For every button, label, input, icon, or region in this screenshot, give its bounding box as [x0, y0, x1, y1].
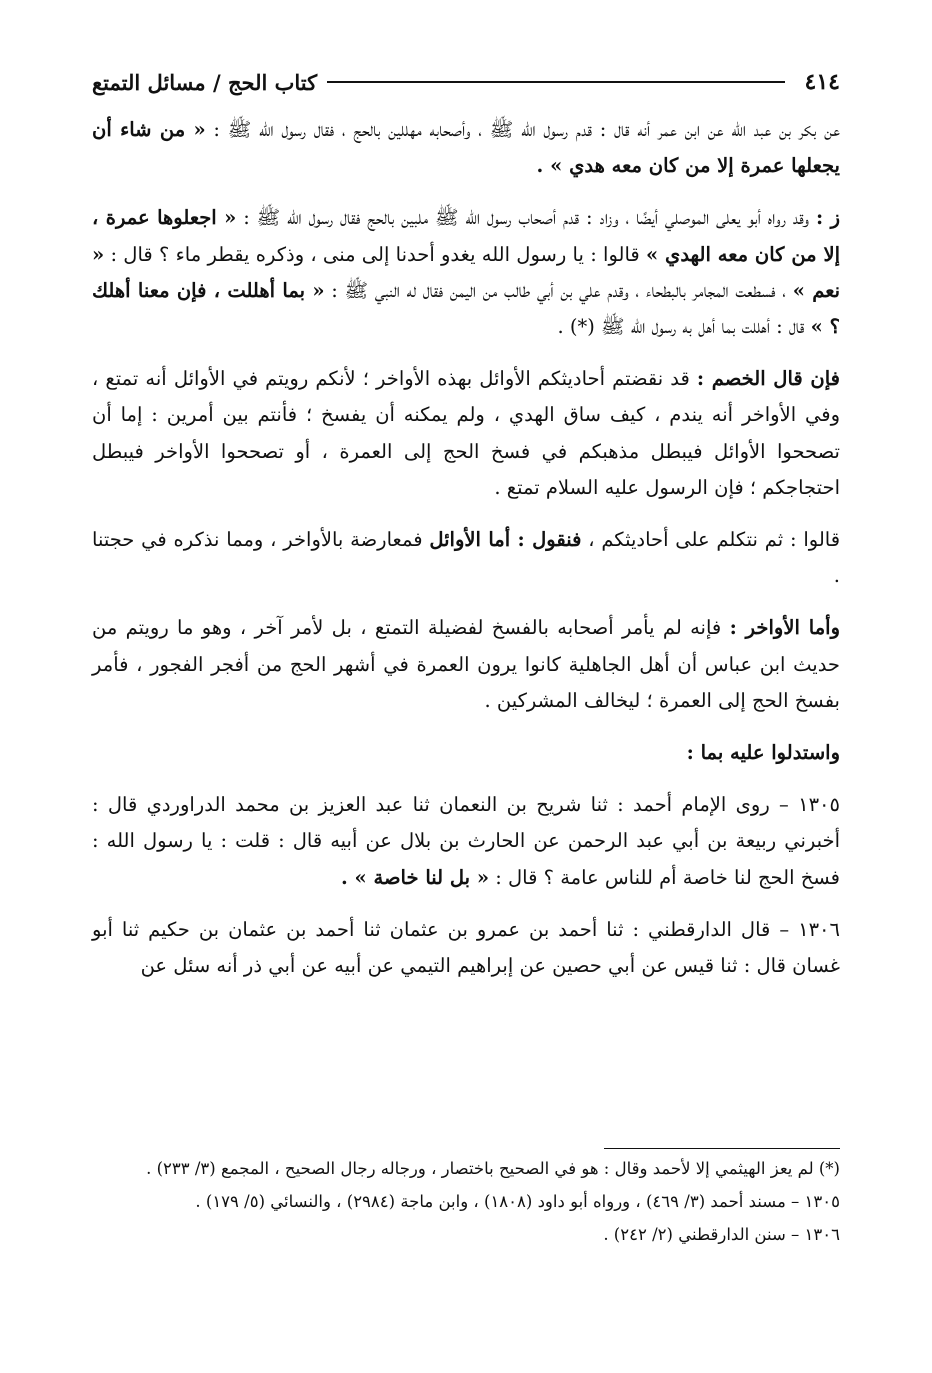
hadith-1306: ١٣٠٦ – قال الدارقطني : ثنا أحمد بن عمرو بن عثمان ثنا أحمد بن عثمان بن حكيم ثنا أبو غسان قال : ثنا قيس عن أبي حصين عن إبراهيم التيمي عن أبيه عن أبي ذر أنه سئل عن — [92, 917, 840, 978]
hadith-quote: « بما أهللت ، فإن معنا أهلك ؟ » — [92, 278, 840, 339]
running-header — [92, 62, 840, 102]
hadith-1305: ١٣٠٥ – روى الإمام أحمد : ثنا شريح بن النعمان ثنا عبد العزيز بن محمد الدراوردي قال : أخبرني ربيعة بن أبي عبد الرحمن عن الحارث بن بلال عن أبيه قال : قلت : يا رسول الله : فسخ الحج لنا خاصة أم للناس عامة ؟ قال : « بل لنا خاصة » . — [92, 793, 840, 889]
paragraph-ibn-umar: عن بكر بن عبد الله عن ابن عمر أنه قال : قدم رسول الله ﷺ ، وأصحابه مهللين بالحج ، فقال رسول الله ﷺ : « من شاء أن يجعلها عمرة إلا من كان معه هدي » . — [92, 118, 841, 178]
hadith-quote: « من شاء أن يجعلها عمرة إلا من كان معه هدي » . — [92, 118, 840, 178]
paragraph-objection: فإن قال الخصم : قد نقضتم أحاديثكم الأوائل بهذه الأواخر ؛ لأنكم رويتم في الأوائل أنه تمتع ، وفي الأواخر أنه يندم ، كيف ساق الهدي ، ولم يمكنه أن يفسخ ؛ فأنتم بين أمرين : إما أن تصححوا الأوائل فيبطل مذهبكم في فسخ الحج إلى العمرة ، أو تصححوا الأواخر فيبطل احتجاجكم ؛ فإن الرسول عليه السلام تمتع . — [92, 367, 840, 499]
hadith-quote: « اجعلوها عمرة ، إلا من كان معه الهدي » — [92, 206, 841, 266]
paragraph-abu-yala: ز : وقد رواه أبو يعلى الموصلي أيضًا ، وزاد : قدم أصحاب رسول الله ﷺ ملبين بالحج فقال رسول الله ﷺ : « اجعلوها عمرة ، إلا من كان معه الهدي » قالوا : يا رسول الله يغدو أحدنا إلى منى ، وذكره يقطر ماء ؟ قال : « نعم » ، فسطعت المجامر بالبطحاء ، وقدم علي بن أبي طالب من اليمن فقال له النبي ﷺ : « بما أهللت ، فإن معنا أهلك ؟ » قال : أهللت بما أهل به رسول الله ﷺ (*) . — [92, 206, 841, 339]
paragraph-reply: قالوا : ثم نتكلم على أحاديثكم ، فنقول : أما الأوائل فمعارضة بالأواخر ، ومما نذكره في حجتنا . — [92, 528, 841, 588]
section-heading: واستدلوا عليه بما : — [686, 741, 840, 765]
footnotes — [92, 1155, 840, 1248]
footnote-1305: ١٣٠٥ – مسند أحمد (٣/ ٤٦٩) ، ورواه أبو داود (١٨٠٨) ، وابن ماجة (٢٩٨٤) ، والنسائي (٥/ ١٧٩) . — [195, 1192, 840, 1211]
hadith-quote: « بل لنا خاصة » . — [340, 865, 490, 889]
page-number: ٤١٤ — [804, 69, 840, 95]
footnote-rule — [604, 1148, 840, 1149]
footnote-star: (*) لم يعز الهيثمي إلا لأحمد وقال : هو في الصحيح باختصار ، ورجاله رجال الصحيح ، المجمع (٣/ ٢٣٣) . — [146, 1159, 840, 1178]
chapter-title: كتاب الحج / مسائل التمتع — [92, 69, 318, 95]
addition-mark: ز : — [815, 206, 840, 230]
lead-phrase: فإن قال الخصم : — [696, 367, 840, 391]
lead-phrase: فنقول : أما الأوائل — [429, 528, 582, 552]
header-rule — [327, 81, 784, 83]
main-text — [92, 112, 840, 984]
hadith-quote: « نعم » — [92, 242, 841, 302]
lead-phrase: وأما الأواخر : — [729, 616, 840, 640]
footnote-1306: ١٣٠٦ – سنن الدارقطني (٢/ ٢٤٢) . — [603, 1225, 840, 1244]
paragraph-awakhir: وأما الأواخر : فإنه لم يأمر أصحابه بالفسخ لفضيلة التمتع ، بل لأمر آخر ، وهو ما رويتم من حديث ابن عباس أن أهل الجاهلية كانوا يرون العمرة في أشهر الحج من أفجر الفجور ، فأمر بفسخ الحج إلى العمرة ؛ ليخالف المشركين . — [92, 616, 840, 712]
